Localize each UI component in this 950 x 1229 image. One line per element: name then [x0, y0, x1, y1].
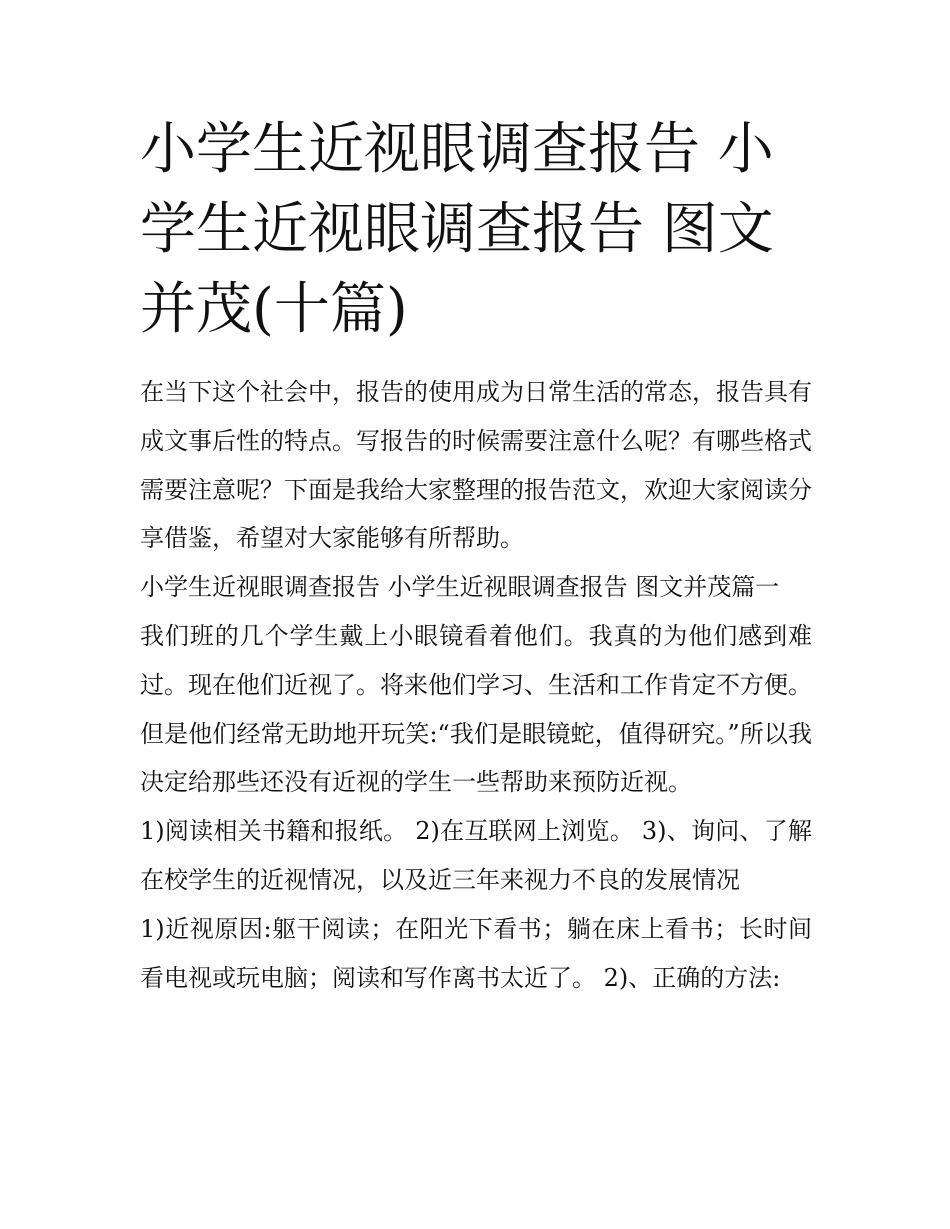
document-page	[140, 110, 812, 1002]
document-body	[140, 368, 812, 1002]
method-paragraph: 1)阅读相关书籍和报纸。 2)在互联网上浏览。 3)、询问、了解在校学生的近视情况，以及近三年来视力不良的发展情况	[140, 817, 812, 894]
body-paragraph: 我们班的几个学生戴上小眼镜看着他们。我真的为他们感到难过。现在他们近视了。将来他们学习、生活和工作肯定不方便。但是他们经常无助地开玩笑:“我们是眼镜蛇，值得研究。”所以我决定给那些还没有近视的学生一些帮助来预防近视。	[140, 621, 812, 797]
document-title: 小学生近视眼调查报告 小学生近视眼调查报告 图文并茂(十篇)	[140, 117, 774, 342]
cause-paragraph: 1)近视原因:躯干阅读；在阳光下看书；躺在床上看书；长时间看电视或玩电脑；阅读和写作离书太近了。 2)、正确的方法:	[140, 914, 812, 992]
section-heading: 小学生近视眼调查报告 小学生近视眼调查报告 图文并茂篇一	[140, 573, 780, 602]
intro-paragraph: 在当下这个社会中，报告的使用成为日常生活的常态，报告具有成文事后性的特点。写报告的时候需要注意什么呢？有哪些格式需要注意呢？下面是我给大家整理的报告范文，欢迎大家阅读分享借鉴，希望对大家能够有所帮助。	[140, 378, 812, 553]
